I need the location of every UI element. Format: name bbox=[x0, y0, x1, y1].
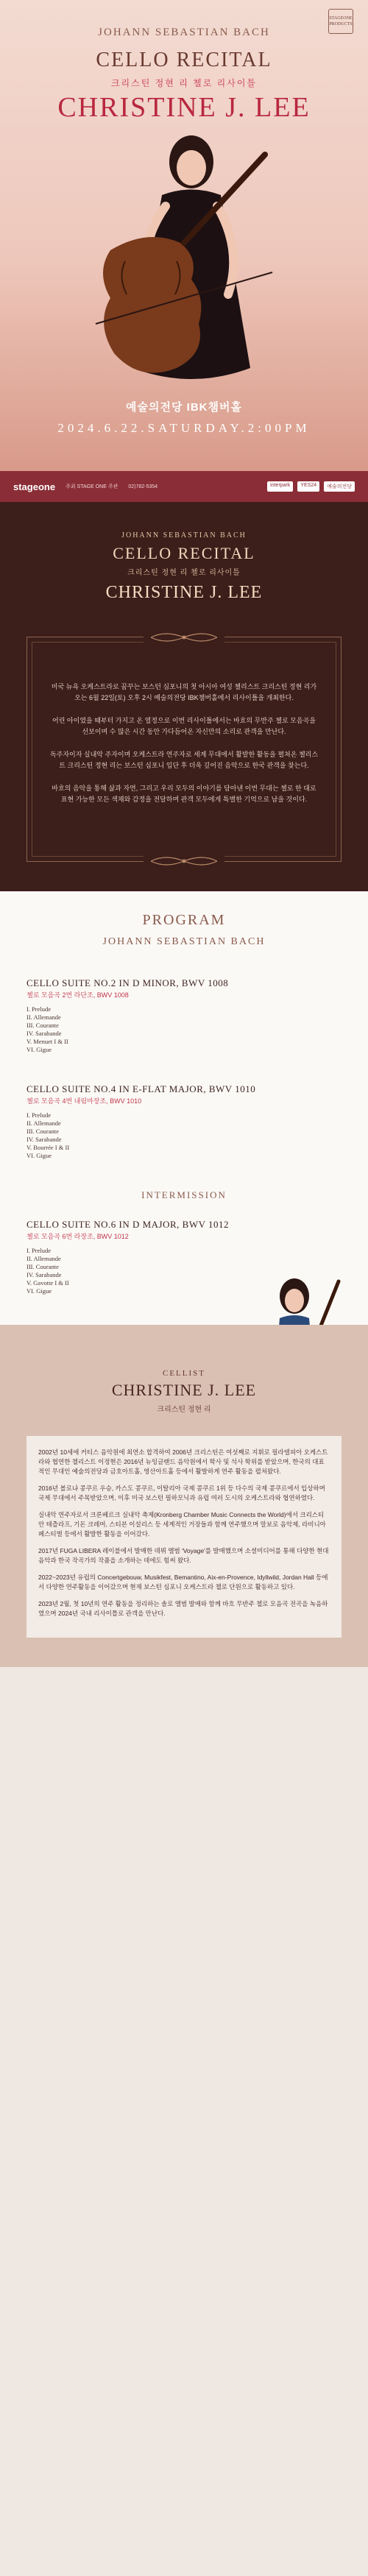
vendor-logo-interpark[interactable]: interpark bbox=[267, 481, 293, 492]
cellist-name: CHRISTINE J. LEE bbox=[111, 1381, 257, 1399]
movement-list bbox=[26, 1111, 368, 1160]
suite-kr-title: 첼로 모음곡 4번 내림마장조, BWV 1010 bbox=[26, 1097, 142, 1105]
suite-title: CELLO SUITE NO.2 IN D MINOR, BWV 1008 bbox=[26, 977, 229, 988]
suite-1 bbox=[26, 977, 368, 1054]
intro-performer-name: CHRISTINE J. LEE bbox=[105, 583, 263, 602]
cellist-label: CELLIST bbox=[163, 1369, 205, 1378]
movement-item: V. Gavotte I & II bbox=[26, 1279, 69, 1287]
bio-paragraph-5: 2022~2023년 유럽의 Concertgebouw, Musikfest, Bemantino, Aix-en-Provence, Idyllwild, Jordan Hall 등에서 다양한 연주활동을 이어갔으며 현재 보스턴 심포니 오케스트라 첼로 단원으로 활동하고 있다. bbox=[38, 1574, 328, 1590]
cellist-illustration bbox=[81, 125, 287, 397]
movement-item: VI. Gigue bbox=[26, 1287, 52, 1295]
cellist-kr-name: 크리스틴 정현 리 bbox=[157, 1406, 211, 1414]
suite-title: CELLO SUITE NO.6 IN D MAJOR, BWV 1012 bbox=[26, 1219, 230, 1230]
movement-item: V. Bourrée I & II bbox=[26, 1144, 70, 1151]
intro-paragraph-1: 미국 뉴욕 오케스트라로 꿈꾸는 보스턴 심포니의 첫 아시아 여성 첼리스트 크리스틴 정현 리가 오는 6월 22일(토) 오후 2시 예술의전당 IBK챔버홀에서 리사이틀을 개최한다. bbox=[51, 683, 317, 701]
bio-paragraph-4: 2017년 FUGA LIBERA 레이블에서 발매한 데뷔 앨범 'Voyage'를 발매했으며 소셜미디어를 통해 다양한 현대음악과 한국 작곡가의 작품을 소개하는 데에도 힘써 왔다. bbox=[38, 1547, 329, 1564]
ornament-top-icon bbox=[144, 630, 224, 645]
movement-item: I. Prelude bbox=[26, 1005, 52, 1013]
vendor-logo-yes24[interactable]: YES24 bbox=[297, 481, 319, 492]
intro-title: CELLO RECITAL bbox=[113, 544, 255, 562]
bio-paragraph-3: 실내악 연주자로서 크론베르크 실내악 축제(Kronberg Chamber Music Connects the World)에서 크리스티안 테츨라프, 기돈 크레머, 스티븐 이설리스 등 세계적인 거장들과 함께 연주했으며 말보로 음악제, 라비니아 페스티벌 등에서 활발한 활동을 이어갔다. bbox=[38, 1511, 326, 1538]
sponsor-info-host: 주최 STAGE ONE 주관 bbox=[66, 484, 118, 489]
hero-performer-name: CHRISTINE J. LEE bbox=[57, 92, 311, 123]
ornament-bottom-icon bbox=[144, 854, 224, 868]
movement-item: III. Courante bbox=[26, 1128, 59, 1135]
sponsor-bar bbox=[0, 471, 368, 502]
program-composer: JOHANN SEBASTIAN BACH bbox=[102, 936, 266, 947]
stageone-logo: stageone bbox=[13, 481, 56, 492]
suite-title: CELLO SUITE NO.4 IN E-FLAT MAJOR, BWV 1010 bbox=[26, 1083, 256, 1094]
program-title: PROGRAM bbox=[142, 912, 226, 928]
movement-item: I. Prelude bbox=[26, 1247, 52, 1254]
movement-list bbox=[26, 1005, 368, 1054]
badge-line1: STAGEONE bbox=[329, 16, 353, 21]
intro-paragraph-3: 독주자이자 실내악 주자이며 오케스트라 연주자로 세계 무대에서 활발한 활동을 펼쳐온 첼리스트 크리스틴 정현 리는 보스턴 심포니 입단 후 더욱 깊어진 음악으로 한국 관객을 찾는다. bbox=[49, 751, 319, 769]
movement-item: IV. Sarabande bbox=[26, 1136, 62, 1143]
hero-composer: JOHANN SEBASTIAN BACH bbox=[98, 26, 270, 38]
movement-item: I. Prelude bbox=[26, 1111, 52, 1119]
intro-frame bbox=[26, 637, 342, 862]
intro-kr-title: 크리스틴 정현 리 첼로 리사이틀 bbox=[127, 569, 241, 577]
suite-kr-title: 첼로 모음곡 6번 라장조, BWV 1012 bbox=[26, 1233, 129, 1240]
movement-item: VI. Gigue bbox=[26, 1152, 52, 1159]
intro-composer: JOHANN SEBASTIAN BACH bbox=[121, 531, 247, 539]
hero-date: 2024.6.22.SATURDAY.2:00PM bbox=[57, 421, 311, 435]
cellist-section bbox=[0, 1325, 368, 1667]
movement-item: V. Menuet I & II bbox=[26, 1038, 68, 1045]
hero-kr-title: 크리스틴 정현 리 첼로 리사이틀 bbox=[110, 78, 258, 88]
hero-venue: 예술의전당 IBK챔버홀 bbox=[126, 401, 242, 414]
vendor-logo-sac[interactable]: 예술의전당 bbox=[324, 481, 355, 492]
movement-item: III. Courante bbox=[26, 1022, 59, 1029]
intro-paragraph-4: 바흐의 음악을 통해 삶과 자연, 그리고 우리 모두의 이야기를 담아낸 이번 무대는 첼로 한 대로 표현 가능한 모든 색채와 감정을 전달하며 관객 모두에게 특별한 기억으로 남을 것이다. bbox=[52, 785, 316, 803]
movement-item: II. Allemande bbox=[26, 1255, 61, 1262]
suite-kr-title: 첼로 모음곡 2번 라단조, BWV 1008 bbox=[26, 991, 129, 999]
movement-item: II. Allemande bbox=[26, 1013, 61, 1021]
intro-paragraph-2: 어린 아이였을 때부터 가지고 온 열정으로 이번 리사이틀에서는 바흐의 무반주 첼로 모음곡을 선보이며 수 많은 시간 동안 가다듬어온 자신만의 소리로 관객을 만난다. bbox=[52, 717, 316, 735]
movement-item: VI. Gigue bbox=[26, 1046, 52, 1053]
suite-2 bbox=[26, 1083, 368, 1160]
intro-section bbox=[0, 502, 368, 891]
ticket-vendors bbox=[267, 481, 355, 492]
movement-item: IV. Sarabande bbox=[26, 1271, 62, 1278]
hero-title: CELLO RECITAL bbox=[96, 49, 272, 71]
program-section bbox=[0, 891, 368, 1325]
hero-poster bbox=[0, 0, 368, 471]
bio-paragraph-6: 2023년 2월, 첫 10년의 연주 활동을 정리하는 솔로 앨범 발매와 함께 바흐 무반주 첼로 모음곡 전곡을 녹음하였으며 2024년 국내 리사이틀로 관객을 만난다. bbox=[38, 1600, 328, 1617]
cellist-bio bbox=[26, 1436, 342, 1638]
movement-item: III. Courante bbox=[26, 1263, 59, 1270]
intermission-label: INTERMISSION bbox=[141, 1189, 227, 1200]
bio-paragraph-1: 2002년 10세에 커티스 음악원에 최연소 합격하여 2006년 크리스틴은 여섯째로 지휘로 필라델피아 오케스트라와 협연한 첼리스트 이정현은 2016년 뉴잉글랜드 음악원에서 학사 및 석사 학위를 받았으며, 한국의 대표적인 무대인 예술의전당과 금호아트홀, 영산아트홀 등에서 활발하게 연주 활동을 펼쳐왔다. bbox=[38, 1448, 328, 1475]
bio-paragraph-2: 2016년 볼로냐 콩쿠르 우승, 카스도 콩쿠르, 이탈리아 국제 콩쿠르 1위 등 다수의 국제 콩쿠르에서 입상하며 국제 무대에서 주목받았으며, 이후 미국 보스턴 필하모닉과 유럽 여러 도시의 오케스트라와 협연하였다. bbox=[38, 1485, 325, 1501]
badge-line2: PRODUCTS bbox=[329, 22, 353, 26]
movement-item: II. Allemande bbox=[26, 1119, 61, 1127]
movement-item: IV. Sarabande bbox=[26, 1030, 62, 1037]
sponsor-info-phone: 02)782-5354 bbox=[128, 484, 158, 489]
